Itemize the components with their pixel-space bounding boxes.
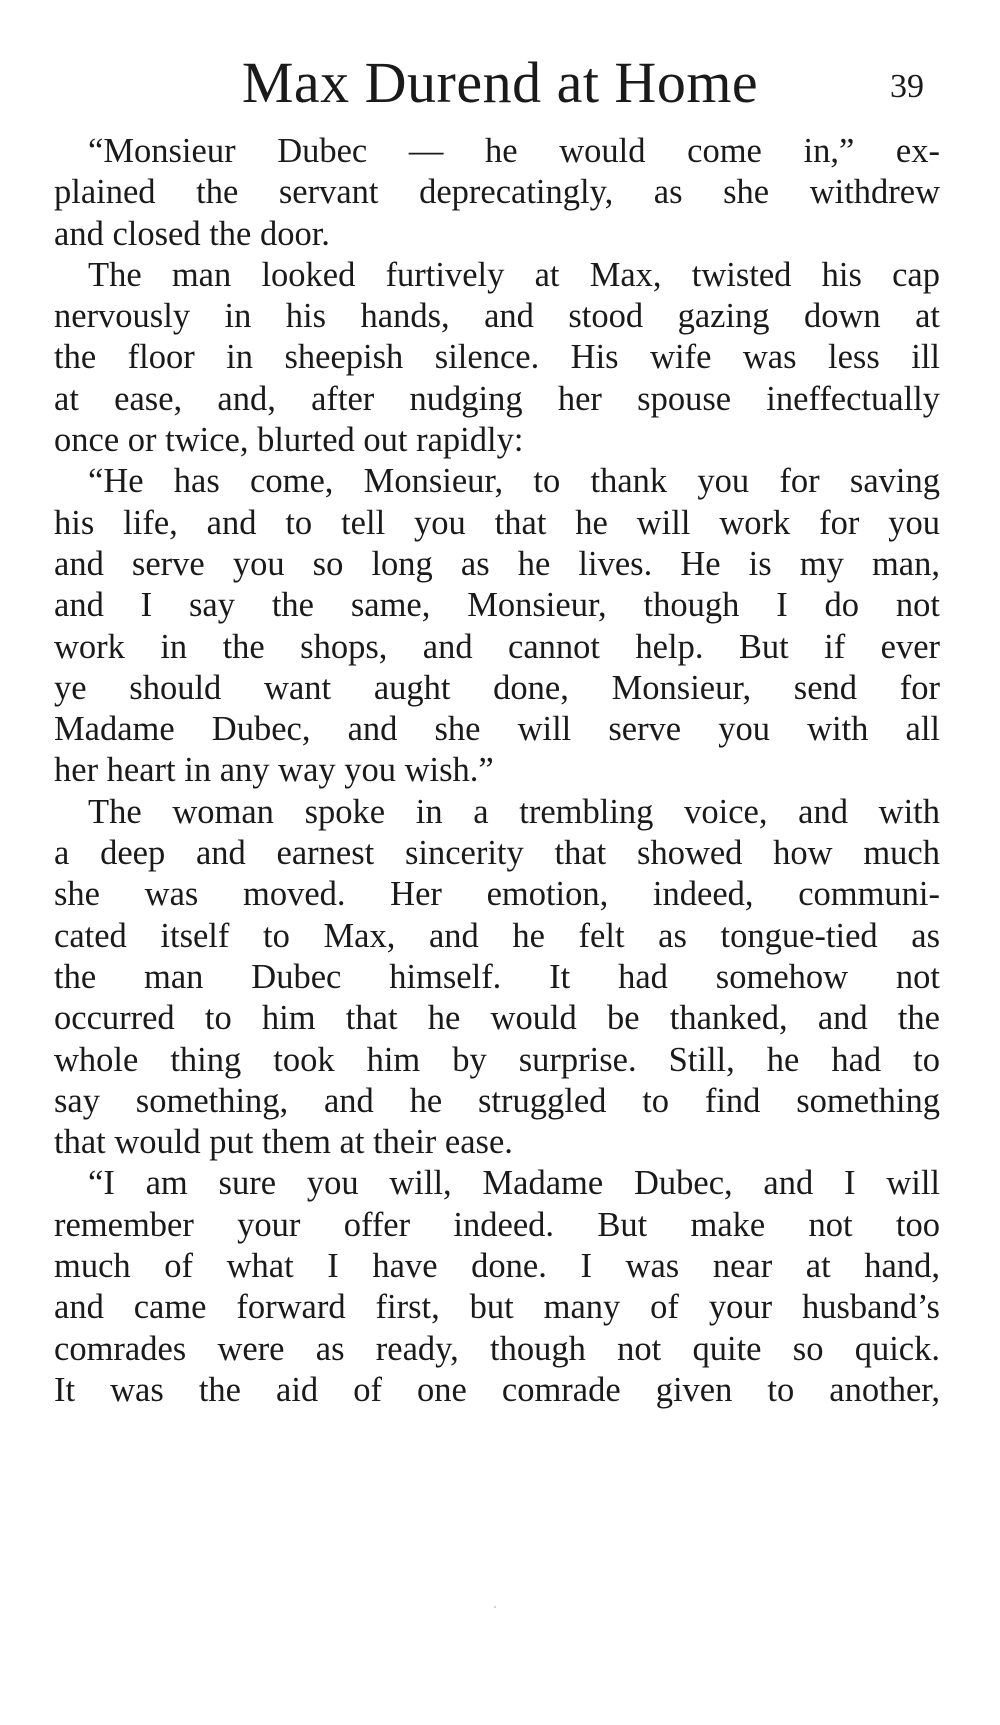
text-line: whole thing took him by surprise. Still, he had to [54,1040,940,1079]
text-line: that would put them at their ease. [54,1123,513,1162]
text-line: and I say the same, Monsieur, though I do not [54,586,940,625]
text-line: the floor in sheepish silence. His wife was less ill [54,338,940,377]
text-line: remember your offer indeed. But make not too [54,1205,940,1244]
text-line: ye should want aught done, Monsieur, send for [54,668,940,707]
text-line: “I am sure you will, Madame Dubec, and I will [88,1164,940,1203]
text-line: The man looked furtively at Max, twisted his cap [88,255,940,294]
paragraph [54,461,940,791]
text-line: say something, and he struggled to find something [54,1081,940,1120]
text-line: comrades were as ready, though not quite so quick. [54,1329,940,1368]
text-line: a deep and earnest sincerity that showed how much [54,834,940,873]
text-line: and closed the door. [54,214,330,253]
text-line: and serve you so long as he lives. He is my man, [54,544,940,583]
running-title: Max Durend at Home [241,50,759,115]
text-line: cated itself to Max, and he felt as tongue-tied as [54,916,940,955]
text-line: and came forward first, but many of your husband’s [54,1288,940,1327]
text-line: much of what I have done. I was near at hand, [54,1247,940,1286]
page-number: 39 [890,68,924,105]
text-line: his life, and to tell you that he will work for you [54,503,940,542]
text-line: her heart in any way you wish.” [54,751,494,790]
text-line: The woman spoke in a trembling voice, and with [88,792,940,831]
text-line: nervously in his hands, and stood gazing down at [54,297,940,336]
paper-speck [494,1606,496,1608]
text-line: work in the shops, and cannot help. But if ever [54,627,940,666]
running-head [0,48,1000,118]
text-line: she was moved. Her emotion, indeed, communi- [54,875,940,914]
paragraph [54,255,940,461]
text-line: Madame Dubec, and she will serve you with all [54,710,940,749]
text-line: the man Dubec himself. It had somehow not [54,957,940,996]
text-line: It was the aid of one comrade given to another, [54,1370,940,1409]
text-line: “He has come, Monsieur, to thank you for saving [88,462,940,501]
text-line: at ease, and, after nudging her spouse ineffectually [54,379,940,418]
text-line: occurred to him that he would be thanked, and the [54,999,940,1038]
paragraph [54,131,940,255]
paragraph [54,1163,940,1411]
text-line: once or twice, blurted out rapidly: [54,421,524,460]
text-line: plained the servant deprecatingly, as she withdrew [54,173,940,212]
paragraph [54,792,940,1164]
text-line: “Monsieur Dubec — he would come in,” ex- [88,132,940,170]
body-text [54,131,940,1411]
